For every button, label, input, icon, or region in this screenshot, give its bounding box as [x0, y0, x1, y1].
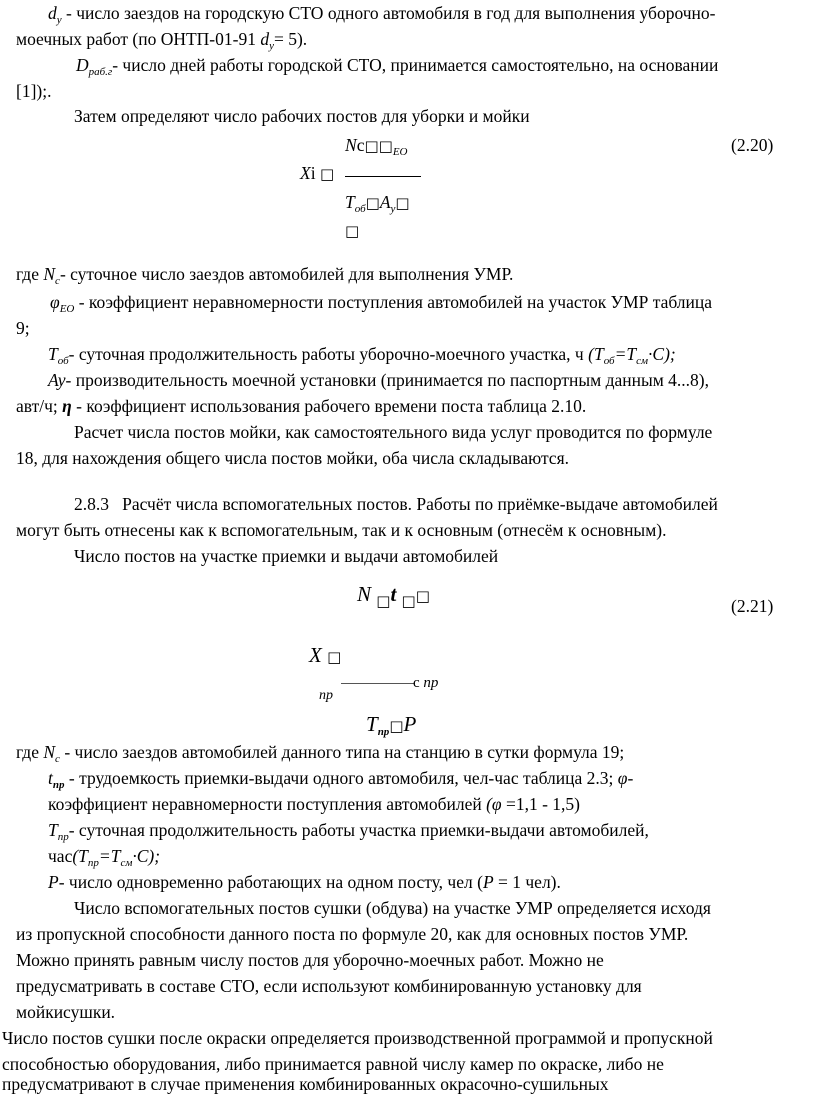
- drying-line-5: мойкисушки.: [16, 1002, 116, 1022]
- formula-2-21-denominator: $T_{пр}□P$: [366, 712, 417, 738]
- formula-2-20-denominator: $T_{об}□A_у□$: [345, 192, 410, 215]
- legend-tob: $T_{об}-$ суточная продолжительность работы уборочно-моечного участка, ч $(T_{об}=T_{см}\cdot C)$;: [48, 344, 676, 367]
- formula-2-21-sub-c-pr: с пр: [413, 675, 439, 691]
- formula-2-20-fraction-bar: [345, 176, 421, 177]
- legend2-phi: коэффициент неравномерности поступления автомобилей (φ =1,1 - 1,5): [48, 794, 580, 814]
- painting-line-2: способностью оборудования, либо принимается равной числу камер по окраске, либо не: [2, 1054, 664, 1074]
- painting-line-1: Число постов сушки после окраски определяется производственной программой и пропускной: [2, 1028, 713, 1048]
- drying-line-2: из пропускной способности данного поста по формуле 20, как для основных постов УМР.: [16, 924, 689, 944]
- dy-definition-line-2: моечных работ (по ОНТП-01-91 $d_у= 5$).: [16, 29, 308, 52]
- washing-line-2: 18, для нахождения общего числа постов мойки, оба числа складываются.: [16, 448, 569, 468]
- formula-2-21-lhs: X □: [309, 643, 342, 667]
- drying-line-4: предусматривать в составе СТО, если используют комбинированную установку для: [16, 976, 642, 996]
- formula-2-21-numerator: N $_□$t $_□$□: [357, 582, 430, 610]
- draby-definition-line-1: $D_{раб.г}-$ число дней работы городской СТО, принимается самостоятельно, на основании: [76, 55, 719, 78]
- formula-2-21-lhs-sub: пр: [319, 688, 333, 703]
- dy-symbol: $d_у$: [48, 3, 62, 26]
- draby-definition-line-2: [1]);.: [16, 81, 52, 101]
- section-2-8-3-line-1: 2.8.3 Расчёт числа вспомогательных постов. Работы по приёмке-выдаче автомобилей: [74, 494, 718, 514]
- legend2-Tpr-cont: $час(T_{пр}=T_{см}\cdot C)$;: [48, 846, 161, 869]
- section-2-8-3-line-2: могут быть отнесены как к вспомогательным, так и к основным (отнесём к основным).: [16, 520, 667, 540]
- legend-nc: где $N_с-$ суточное число заездов автомобилей для выполнения УМР.: [16, 264, 514, 287]
- legend2-nc: где $N_с$ - число заездов автомобилей данного типа на станцию в сутки формула 19;: [16, 742, 625, 765]
- formula-2-20-lhs: Xi □: [300, 163, 335, 183]
- legend2-Tpr: $T_{пр}-$ суточная продолжительность работы участка приемки-выдачи автомобилей,: [48, 820, 649, 843]
- tob-formula: $(T_{об}=T_{см}\cdot C)$;: [588, 344, 676, 367]
- washing-line-1: Расчет числа постов мойки, как самостоятельного вида услуг проводится по формуле: [74, 422, 713, 442]
- draby-symbol: $D_{раб.г}$: [76, 55, 113, 78]
- legend-eta: авт/ч; η - коэффициент использования рабочего времени поста таблица 2.10.: [16, 396, 587, 416]
- formula-2-21-number: (2.21): [731, 596, 774, 616]
- painting-line-3: предусматривают в случае применения комбинированных окрасочно-сушильных: [2, 1074, 609, 1094]
- dy-symbol-inline: $d_у$: [260, 29, 274, 52]
- legend2-tpr: $t_{пр}$ - трудоемкость приемки-выдачи одного автомобиля, чел-час таблица 2.3; φ-: [48, 768, 634, 791]
- section-number: 2.8.3: [74, 494, 109, 514]
- drying-line-3: Можно принять равным числу постов для уборочно-моечных работ. Можно не: [16, 950, 604, 970]
- legend2-P: P- число одновременно работающих на одном посту, чел (P = 1 чел).: [48, 872, 561, 892]
- formula-2-20-numerator: $Nс□□_{EO}$: [345, 135, 408, 158]
- formula-2-20-number: (2.20): [731, 135, 774, 155]
- legend-phi: $\varphi_{EO}$ - коэффициент неравномерности поступления автомобилей на участок УМР таблица: [50, 292, 713, 315]
- intro-formula-2-21: Число постов на участке приемки и выдачи автомобилей: [74, 546, 499, 566]
- legend-phi-cont: 9;: [16, 318, 30, 338]
- Tpr-formula: $(T_{пр}=T_{см}\cdot C)$;: [72, 846, 161, 869]
- dy-definition-line-1: $d_у$ - число заездов на городскую СТО одного автомобиля в год для выполнения уборочно-: [48, 3, 716, 26]
- drying-line-1: Число вспомогательных постов сушки (обдува) на участке УМР определяется исходя: [74, 898, 711, 918]
- formula-2-20-bottom: □: [345, 222, 360, 240]
- intro-formula-2-20: Затем определяют число рабочих постов для уборки и мойки: [74, 106, 530, 126]
- legend-ay: Ay- производительность моечной установки (принимается по паспортным данным 4...8),: [48, 370, 710, 390]
- formula-2-21-fraction-bar: [341, 683, 415, 684]
